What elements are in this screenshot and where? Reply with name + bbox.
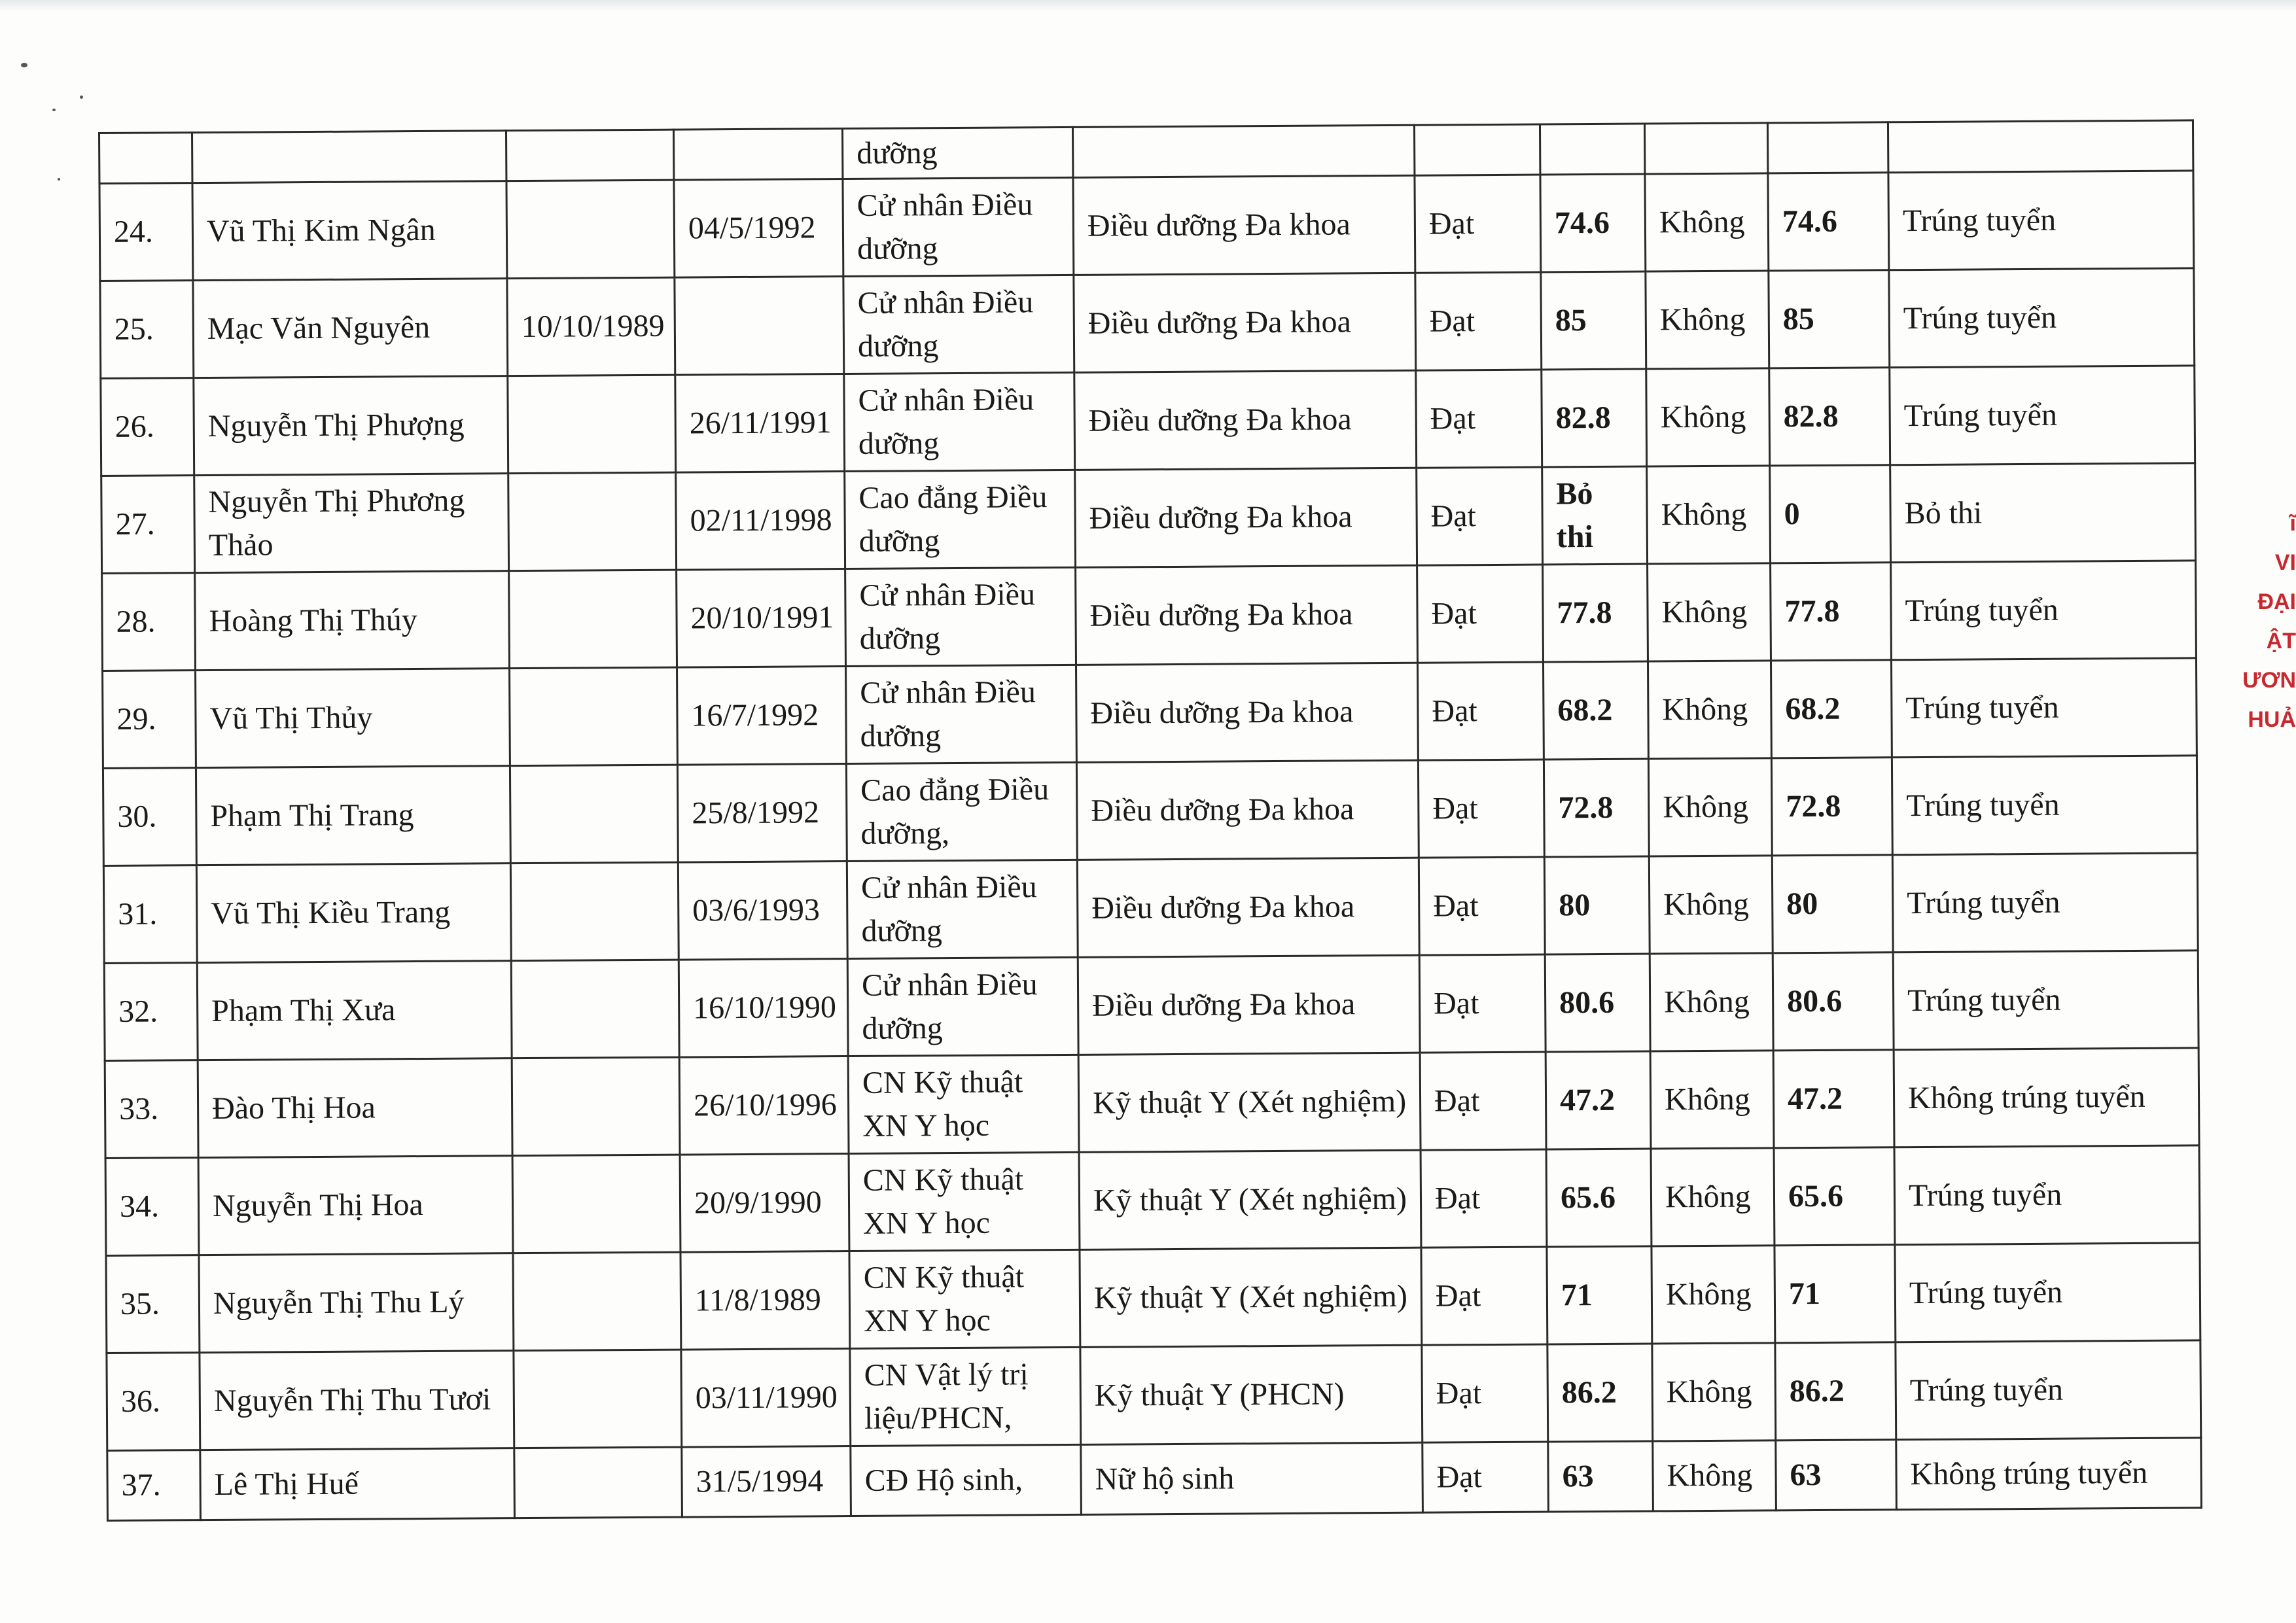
dob-female-cell: 26/10/1996 bbox=[679, 1056, 849, 1155]
table-row bbox=[101, 463, 2196, 574]
name-cell: Nguyễn Thị Phượng bbox=[194, 376, 508, 476]
dob-male-cell bbox=[513, 1252, 681, 1351]
position-cell: Kỹ thuật Y (Xét nghiệm) bbox=[1079, 1150, 1421, 1249]
condition-cell: Đạt bbox=[1422, 1442, 1549, 1512]
dob-female-cell: 20/10/1991 bbox=[677, 569, 846, 668]
dob-female-cell: 02/11/1998 bbox=[676, 472, 845, 570]
position-cell: Kỹ thuật Y (Xét nghiệm) bbox=[1080, 1248, 1422, 1347]
stt-cell: 33. bbox=[105, 1060, 198, 1159]
stt-cell: 32. bbox=[104, 963, 198, 1061]
priority-cell: Không bbox=[1649, 856, 1773, 954]
position-cell: Điều dưỡng Đa khoa bbox=[1077, 858, 1419, 957]
table-row bbox=[101, 366, 2195, 476]
condition-cell: Đạt bbox=[1418, 759, 1544, 858]
result-cell: Trúng tuyển bbox=[1893, 951, 2199, 1050]
dob-male-cell bbox=[514, 1447, 682, 1518]
dob-male-cell bbox=[514, 1350, 682, 1448]
result-cell: Trúng tuyển bbox=[1891, 561, 2197, 660]
scan-speck bbox=[58, 178, 60, 181]
stt-cell: 25. bbox=[100, 281, 194, 379]
result-cell: Trúng tuyển bbox=[1895, 1243, 2200, 1342]
result-cell: Trúng tuyển bbox=[1891, 658, 2197, 758]
position-cell: Kỹ thuật Y (Xét nghiệm) bbox=[1078, 1053, 1421, 1152]
table-row bbox=[103, 756, 2197, 866]
position-cell: Kỹ thuật Y (PHCN) bbox=[1080, 1345, 1422, 1444]
position-cell: Điều dưỡng Đa khoa bbox=[1074, 273, 1416, 372]
score-cell: 65.6 bbox=[1546, 1149, 1651, 1247]
position-cell: Điều dưỡng Đa khoa bbox=[1073, 175, 1415, 275]
dob-male-cell bbox=[508, 375, 676, 474]
total-cell: 85 bbox=[1769, 270, 1890, 368]
priority-cell: Không bbox=[1648, 563, 1771, 661]
table-row bbox=[100, 268, 2195, 379]
dob-female-cell: 31/5/1994 bbox=[682, 1446, 851, 1518]
position-cell: Điều dưỡng Đa khoa bbox=[1076, 760, 1419, 860]
total-cell: 0 bbox=[1770, 465, 1891, 563]
dob-female-cell bbox=[675, 277, 844, 375]
table-row bbox=[102, 561, 2197, 671]
dob-male-cell bbox=[506, 180, 675, 279]
total-cell: 74.6 bbox=[1768, 173, 1889, 271]
priority-cell: Không bbox=[1650, 1051, 1774, 1149]
table-row bbox=[104, 951, 2199, 1061]
scan-speck bbox=[52, 109, 56, 111]
condition-cell: Đạt bbox=[1417, 467, 1543, 565]
scan-speck bbox=[80, 96, 83, 99]
total-cell: 47.2 bbox=[1773, 1050, 1894, 1148]
name-cell: Phạm Thị Trang bbox=[196, 766, 510, 865]
condition-cell: Đạt bbox=[1421, 1247, 1547, 1345]
score-cell: 80 bbox=[1544, 856, 1650, 954]
position-cell: Điều dưỡng Đa khoa bbox=[1075, 468, 1417, 567]
result-cell: Trúng tuyển bbox=[1892, 853, 2198, 952]
stt-cell: 30. bbox=[103, 768, 196, 866]
degree-cell: Cử nhân Điều dưỡng bbox=[845, 567, 1076, 666]
priority-cell: Không bbox=[1646, 368, 1770, 466]
score-cell: 77.8 bbox=[1543, 564, 1648, 662]
score-cell: 68.2 bbox=[1543, 661, 1648, 759]
degree-cell: CN Kỹ thuật XN Y học bbox=[848, 1055, 1079, 1153]
dob-female-cell: 03/6/1993 bbox=[678, 862, 847, 960]
position-cell: Điều dưỡng Đa khoa bbox=[1074, 370, 1417, 470]
stt-cell: 31. bbox=[103, 865, 197, 964]
priority-cell: Không bbox=[1653, 1440, 1776, 1511]
degree-cell: Cử nhân Điều dưỡng bbox=[846, 665, 1077, 763]
score-cell: Bỏ thi bbox=[1542, 466, 1648, 565]
dob-female-cell: 25/8/1992 bbox=[677, 764, 847, 863]
score-cell: 72.8 bbox=[1544, 759, 1649, 857]
condition-cell: Đạt bbox=[1416, 370, 1542, 468]
priority-cell: Không bbox=[1647, 466, 1771, 564]
stt-cell: 28. bbox=[102, 573, 196, 671]
condition-cell: Đạt bbox=[1417, 565, 1544, 663]
table-row bbox=[106, 1243, 2200, 1353]
dob-male-cell bbox=[510, 862, 679, 961]
total-cell: 77.8 bbox=[1771, 563, 1892, 661]
stt-cell: 29. bbox=[103, 671, 196, 769]
dob-male-cell bbox=[510, 765, 678, 864]
degree-cell: dưỡng bbox=[842, 127, 1072, 179]
dob-male-cell bbox=[510, 667, 678, 766]
total-cell: 82.8 bbox=[1769, 368, 1890, 466]
dob-male-cell bbox=[509, 570, 677, 669]
table-row bbox=[99, 171, 2194, 281]
condition-cell: Đạt bbox=[1415, 175, 1541, 273]
condition-cell: Đạt bbox=[1422, 1344, 1548, 1442]
position-cell: Điều dưỡng Đa khoa bbox=[1076, 663, 1419, 762]
condition-cell: Đạt bbox=[1415, 272, 1542, 370]
name-cell: Nguyễn Thị Hoa bbox=[198, 1156, 513, 1255]
dob-male-cell bbox=[512, 1057, 680, 1156]
dob-male-cell bbox=[511, 960, 679, 1058]
stt-cell: 35. bbox=[106, 1255, 200, 1353]
dob-female-cell: 20/9/1990 bbox=[680, 1154, 849, 1253]
name-cell: Hoàng Thị Thúy bbox=[195, 571, 510, 671]
stt-cell: 34. bbox=[105, 1158, 199, 1256]
total-cell: 86.2 bbox=[1775, 1342, 1896, 1440]
degree-cell: Cao đẳng Điều dưỡng, bbox=[846, 762, 1077, 861]
degree-cell: Cử nhân Điều dưỡng bbox=[843, 275, 1074, 374]
total-cell: 80.6 bbox=[1773, 952, 1894, 1051]
score-cell: 85 bbox=[1541, 271, 1646, 370]
stt-cell: 27. bbox=[101, 476, 195, 574]
dob-female-cell: 04/5/1992 bbox=[674, 179, 843, 278]
dob-male-cell bbox=[512, 1155, 680, 1253]
table-row bbox=[107, 1340, 2201, 1451]
score-cell: 71 bbox=[1547, 1246, 1652, 1344]
name-cell: Nguyễn Thị Phương Thảo bbox=[194, 474, 509, 573]
total-cell: 80 bbox=[1772, 855, 1893, 953]
dob-female-cell: 26/11/1991 bbox=[675, 374, 845, 473]
name-cell: Vũ Thị Kim Ngân bbox=[192, 181, 507, 281]
degree-cell: CN Kỹ thuật XN Y học bbox=[849, 1152, 1080, 1251]
score-cell: 63 bbox=[1548, 1441, 1653, 1512]
name-cell: Nguyễn Thị Thu Lý bbox=[199, 1253, 514, 1353]
result-cell: Trúng tuyển bbox=[1892, 756, 2197, 855]
result-cell: Trúng tuyển bbox=[1888, 171, 2194, 270]
dob-female-cell: 03/11/1990 bbox=[681, 1349, 851, 1448]
stt-cell: 26. bbox=[101, 378, 194, 476]
priority-cell: Không bbox=[1650, 953, 1773, 1051]
stt-cell: 24. bbox=[99, 183, 193, 281]
total-cell: 72.8 bbox=[1771, 758, 1892, 856]
priority-cell: Không bbox=[1645, 173, 1769, 271]
name-cell: Đào Thị Hoa bbox=[198, 1058, 512, 1158]
scan-speck bbox=[21, 63, 27, 67]
position-cell: Điều dưỡng Đa khoa bbox=[1078, 955, 1420, 1055]
dob-female-cell: 16/7/1992 bbox=[677, 667, 847, 765]
table-row bbox=[103, 658, 2197, 769]
priority-cell: Không bbox=[1651, 1148, 1775, 1246]
degree-cell: CĐ Hộ sinh, bbox=[851, 1444, 1082, 1516]
name-cell: Phạm Thị Xưa bbox=[197, 961, 512, 1060]
degree-cell: Cử nhân Điều dưỡng bbox=[847, 957, 1078, 1056]
priority-cell: Không bbox=[1646, 271, 1769, 369]
condition-cell: Đạt bbox=[1419, 954, 1545, 1053]
condition-cell: Đạt bbox=[1421, 1149, 1547, 1248]
table-row bbox=[105, 1048, 2199, 1159]
score-cell: 47.2 bbox=[1545, 1051, 1651, 1149]
table-row bbox=[105, 1145, 2200, 1256]
stt-cell: 36. bbox=[107, 1353, 200, 1451]
scan-top-edge bbox=[0, 0, 2296, 12]
dob-male-cell: 10/10/1989 bbox=[507, 277, 675, 376]
total-cell: 65.6 bbox=[1774, 1147, 1895, 1246]
degree-cell: CN Vật lý trị liệu/PHCN, bbox=[850, 1347, 1081, 1446]
degree-cell: CN Kỹ thuật XN Y học bbox=[849, 1249, 1080, 1348]
total-cell: 68.2 bbox=[1771, 660, 1892, 758]
degree-cell: Cử nhân Điều dưỡng bbox=[843, 177, 1074, 276]
result-cell: Trúng tuyển bbox=[1889, 268, 2195, 368]
result-cell: Không trúng tuyển bbox=[1894, 1048, 2199, 1147]
name-cell: Mạc Văn Nguyên bbox=[193, 279, 508, 378]
table-row bbox=[107, 1438, 2202, 1521]
degree-cell: Cao đẳng Điều dưỡng bbox=[845, 470, 1076, 568]
result-cell: Không trúng tuyển bbox=[1896, 1438, 2202, 1510]
name-cell: Vũ Thị Thủy bbox=[196, 669, 510, 768]
total-cell: 71 bbox=[1775, 1245, 1896, 1343]
condition-cell: Đạt bbox=[1419, 857, 1545, 955]
results-table bbox=[98, 119, 2202, 1522]
name-cell: Vũ Thị Kiều Trang bbox=[196, 864, 511, 963]
score-cell: 80.6 bbox=[1545, 954, 1650, 1052]
red-stamp-seal: ĩ VI ĐẠI ẬT ƯƠN HUẢ bbox=[2242, 511, 2296, 732]
condition-cell: Đạt bbox=[1420, 1052, 1546, 1150]
name-cell: Nguyễn Thị Thu Tươi bbox=[200, 1351, 514, 1450]
priority-cell: Không bbox=[1648, 661, 1771, 759]
priority-cell: Không bbox=[1651, 1246, 1775, 1344]
dob-female-cell: 16/10/1990 bbox=[679, 959, 848, 1058]
stt-cell: 37. bbox=[107, 1450, 201, 1521]
result-cell: Trúng tuyển bbox=[1896, 1340, 2201, 1440]
result-cell: Trúng tuyển bbox=[1890, 366, 2195, 465]
condition-cell: Đạt bbox=[1417, 662, 1544, 760]
total-cell: 63 bbox=[1776, 1440, 1897, 1510]
degree-cell: Cử nhân Điều dưỡng bbox=[847, 860, 1078, 958]
result-cell: Bỏ thi bbox=[1890, 463, 2196, 563]
name-cell: Lê Thị Huế bbox=[200, 1448, 515, 1520]
position-cell: Điều dưỡng Đa khoa bbox=[1076, 565, 1418, 665]
position-cell: Nữ hộ sinh bbox=[1081, 1442, 1423, 1514]
result-cell: Trúng tuyển bbox=[1894, 1145, 2200, 1245]
score-cell: 86.2 bbox=[1547, 1344, 1653, 1442]
dob-female-cell: 11/8/1989 bbox=[680, 1251, 850, 1350]
priority-cell: Không bbox=[1652, 1343, 1776, 1441]
table-row bbox=[103, 853, 2198, 964]
score-cell: 82.8 bbox=[1542, 369, 1647, 467]
degree-cell: Cử nhân Điều dưỡng bbox=[844, 372, 1075, 471]
priority-cell: Không bbox=[1648, 758, 1772, 856]
dob-male-cell bbox=[508, 472, 677, 571]
score-cell: 74.6 bbox=[1540, 174, 1646, 272]
